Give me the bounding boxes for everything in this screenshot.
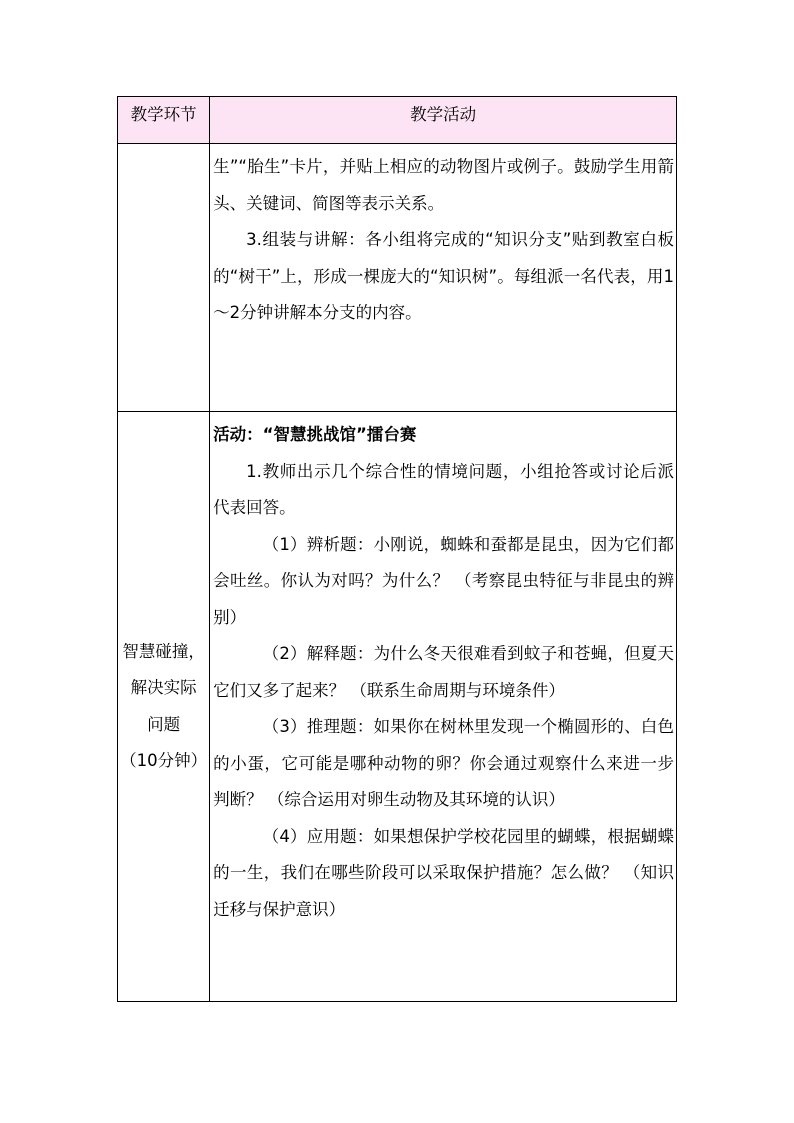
question-paragraph: （4）应用题：如果想保护学校花园里的蝴蝶，根据蝴蝶的一生，我们在哪些阶段可以采取保护措施？怎么做？ （知识迁移与保护意识）	[213, 826, 674, 919]
table-row	[118, 144, 677, 412]
stage-cell	[118, 412, 210, 1002]
stage-line: 问题	[147, 714, 181, 734]
stage-line: （10分钟）	[120, 751, 208, 770]
stage-cell-empty	[118, 144, 210, 412]
stage-line: 智慧碰撞，	[122, 641, 205, 661]
activity-paragraph: 3.组装与讲解：各小组将完成的“知识分支”贴到教室白板的“树干”上，形成一棵庞大的“知识树”。每组派一名代表，用1～2分钟讲解本分支的内容。	[213, 230, 674, 322]
activity-title: 活动：“智慧挑战馆”擂台赛	[213, 425, 417, 444]
question-paragraph: （2）解释题：为什么冬天很难看到蚊子和苍蝇，但夏天它们又多了起来？ （联系生命周期与环境条件）	[213, 644, 674, 700]
table-row	[118, 412, 677, 1002]
stage-line: 解决实际	[130, 678, 197, 697]
table-header-row	[118, 97, 677, 144]
activity-cell	[210, 144, 677, 412]
question-paragraph: （1）辨析题：小刚说，蜘蛛和蚕都是昆虫，因为它们都会吐丝。你认为对吗？为什么？ （考察昆虫特征与非昆虫的辨别）	[213, 534, 674, 627]
lesson-plan-table	[117, 96, 677, 1002]
header-stage: 教学环节	[118, 97, 210, 144]
activity-paragraph: 1.教师出示几个综合性的情境问题，小组抢答或讨论后派代表回答。	[213, 461, 674, 517]
header-activity: 教学活动	[210, 97, 677, 144]
activity-cell	[210, 412, 677, 1002]
activity-paragraph: 生”“胎生”卡片，并贴上相应的动物图片或例子。鼓励学生用箭头、关键词、简图等表示关系。	[213, 157, 674, 213]
question-paragraph: （3）推理题：如果你在树林里发现一个椭圆形的、白色的小蛋，它可能是哪种动物的卵？你会通过观察什么来进一步判断？ （综合运用对卵生动物及其环境的认识）	[213, 717, 674, 809]
